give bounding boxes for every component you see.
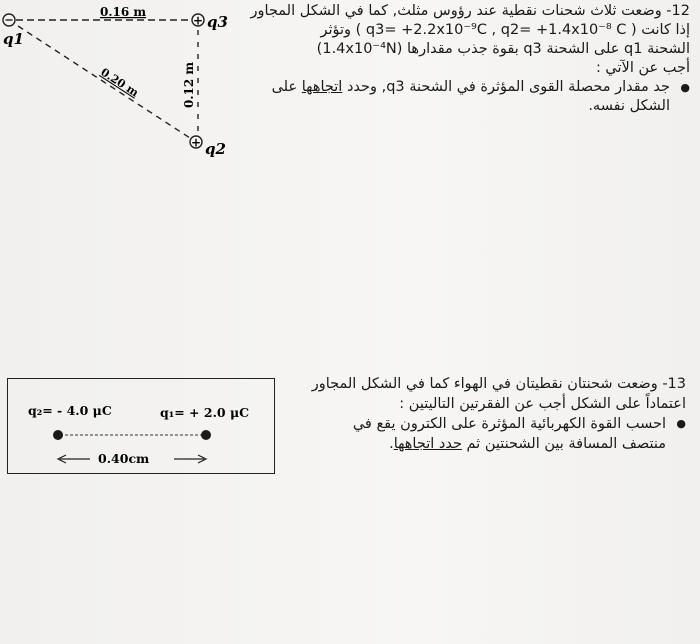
label-q1: q1 xyxy=(3,30,24,48)
q13-bullet-cont xyxy=(306,434,686,454)
charge-q1-dot xyxy=(201,430,211,440)
dist-q1-q3: 0.16 m xyxy=(100,5,147,19)
dist-q3-q2: 0.12 m xyxy=(182,61,196,108)
two-charges-svg xyxy=(8,379,274,473)
two-charges-figure xyxy=(7,378,275,474)
q12-bullet xyxy=(240,78,690,97)
distance-label: 0.40cm xyxy=(98,451,150,466)
label-q1-charge: q₁= + 2.0 μC xyxy=(160,405,250,420)
q12-bullet-end: على xyxy=(271,79,302,95)
label-q3: q3 xyxy=(207,13,228,31)
q13-line-1: 13- وضعت شحنتان نقطيتان في الهواء كما في الشكل المجاور xyxy=(311,376,686,392)
q13-line-2: اعتماداً على الشكل أجب عن الفقرتين التاليتين : xyxy=(399,396,686,412)
q12-line-3: الشحنة q1 على الشحنة q3 بقوة جذب مقدارها (1.4x10⁻⁴N) xyxy=(316,41,690,57)
charge-q2-dot xyxy=(53,430,63,440)
q2-plus-sign: + xyxy=(190,135,202,150)
label-q2-charge: q₂= - 4.0 μC xyxy=(28,403,112,418)
triangle-figure xyxy=(0,0,240,170)
q13-bullet-underlined: حدد اتجاهها xyxy=(393,436,462,452)
line-q1-q2 xyxy=(18,26,190,138)
dist-q1-q2: 0.20 m xyxy=(98,65,141,100)
q12-line-4: أجب عن الآتي : xyxy=(595,60,690,76)
question-13 xyxy=(306,374,686,454)
q13-bullet: ● احسب القوة الكهربائية المؤثرة على الكترون يقع في xyxy=(306,414,686,434)
q13-bullet-text: منتصف المسافة بين الشحنتين ثم xyxy=(461,436,666,452)
q12-line-2: إذا كانت ( q3= +2.2x10⁻⁹C , q2= +1.4x10⁻⁸ C ) وتؤثر xyxy=(320,22,690,38)
q3-plus-sign: + xyxy=(192,13,204,28)
label-q2: q2 xyxy=(205,140,226,158)
q12-bullet-text: جد مقدار محصلة القوى المؤثرة في الشحنة q3, وحدد xyxy=(342,79,670,95)
q12-bullet-cont: الشكل نفسه. xyxy=(588,98,670,114)
q13-bullet-end: . xyxy=(389,436,394,452)
q12-bullet-underlined: اتجاهها xyxy=(301,79,343,95)
question-12 xyxy=(240,2,690,116)
q12-line-1: 12- وضعت ثلاث شحنات نقطية عند رؤوس مثلث, كما في الشكل المجاور xyxy=(250,3,690,19)
